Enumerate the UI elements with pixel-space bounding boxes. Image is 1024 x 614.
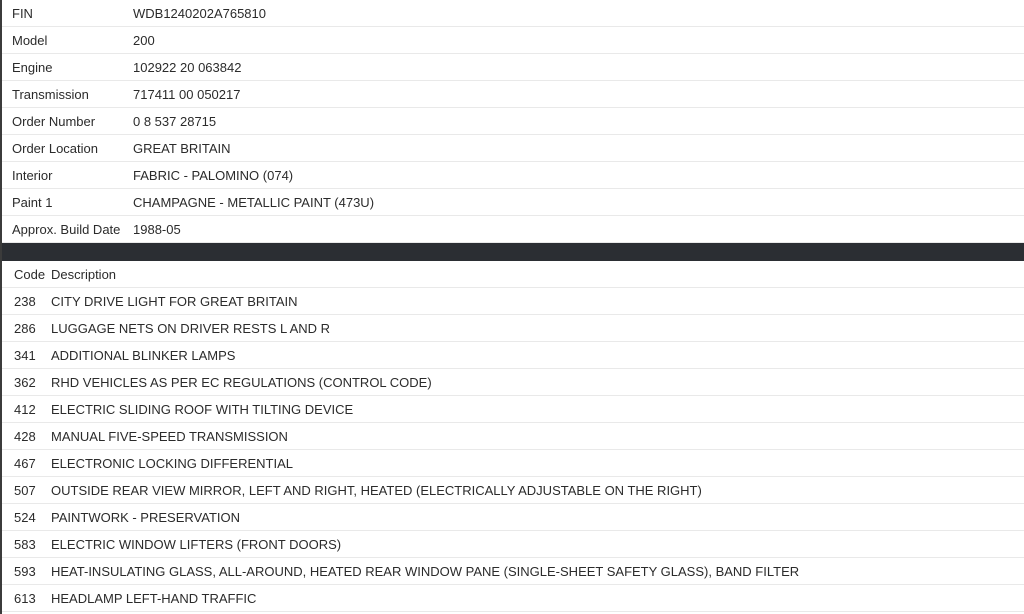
section-divider-bar (2, 243, 1024, 261)
table-row (2, 396, 1024, 423)
info-value-interior: FABRIC - PALOMINO (074) (133, 167, 294, 183)
info-value-order-number: 0 8 537 28715 (133, 113, 217, 129)
table-row (2, 369, 1024, 396)
table-row (2, 315, 1024, 342)
info-label-interior: Interior (12, 167, 53, 183)
option-code: 286 (14, 320, 36, 336)
table-row (2, 342, 1024, 369)
info-label-model: Model (12, 32, 48, 48)
table-row (2, 450, 1024, 477)
option-description: HEADLAMP LEFT-HAND TRAFFIC (51, 590, 257, 606)
table-row (2, 189, 1024, 216)
option-code: 583 (14, 536, 36, 552)
table-row (2, 162, 1024, 189)
option-description: ELECTRIC WINDOW LIFTERS (FRONT DOORS) (51, 536, 342, 552)
option-code: 412 (14, 401, 36, 417)
table-row (2, 288, 1024, 315)
table-row (2, 423, 1024, 450)
table-row (2, 216, 1024, 243)
table-row (2, 477, 1024, 504)
option-code: 593 (14, 563, 36, 579)
info-value-build-date: 1988-05 (133, 221, 181, 237)
option-description: LUGGAGE NETS ON DRIVER RESTS L AND R (51, 320, 331, 336)
option-description: PAINTWORK - PRESERVATION (51, 509, 241, 525)
table-row (2, 135, 1024, 162)
info-value-fin: WDB1240202A765810 (133, 5, 266, 21)
option-description: ELECTRONIC LOCKING DIFFERENTIAL (51, 455, 293, 471)
code-column-header: Code (14, 266, 46, 282)
options-table-header (2, 261, 1024, 288)
option-code: 238 (14, 293, 36, 309)
option-codes-table (2, 261, 1024, 612)
table-row (2, 108, 1024, 135)
info-value-order-location: GREAT BRITAIN (133, 140, 231, 156)
option-description: CITY DRIVE LIGHT FOR GREAT BRITAIN (51, 293, 298, 309)
option-code: 341 (14, 347, 36, 363)
table-row (2, 27, 1024, 54)
table-row (2, 558, 1024, 585)
table-row (2, 54, 1024, 81)
option-description: MANUAL FIVE-SPEED TRANSMISSION (51, 428, 288, 444)
description-column-header: Description (51, 266, 117, 282)
table-row (2, 504, 1024, 531)
option-code: 613 (14, 590, 36, 606)
option-description: HEAT-INSULATING GLASS, ALL-AROUND, HEATED REAR WINDOW PANE (SINGLE-SHEET SAFETY GLASS), BAND FILTER (51, 563, 800, 579)
table-row (2, 531, 1024, 558)
info-value-engine: 102922 20 063842 (133, 59, 242, 75)
option-description: OUTSIDE REAR VIEW MIRROR, LEFT AND RIGHT, HEATED (ELECTRICALLY ADJUSTABLE ON THE RIGHT) (51, 482, 702, 498)
option-code: 524 (14, 509, 36, 525)
info-label-engine: Engine (12, 59, 53, 75)
info-value-paint: CHAMPAGNE - METALLIC PAINT (473U) (133, 194, 375, 210)
option-code: 428 (14, 428, 36, 444)
option-description: ELECTRIC SLIDING ROOF WITH TILTING DEVICE (51, 401, 354, 417)
info-value-model: 200 (133, 32, 155, 48)
info-label-build-date: Approx. Build Date (12, 221, 121, 237)
info-label-order-location: Order Location (12, 140, 98, 156)
option-code: 507 (14, 482, 36, 498)
vehicle-info-table (2, 0, 1024, 243)
info-label-order-number: Order Number (12, 113, 96, 129)
option-description: ADDITIONAL BLINKER LAMPS (51, 347, 236, 363)
info-value-transmission: 717411 00 050217 (133, 86, 241, 102)
option-code: 467 (14, 455, 36, 471)
info-label-paint: Paint 1 (12, 194, 53, 210)
option-description: RHD VEHICLES AS PER EC REGULATIONS (CONTROL CODE) (51, 374, 432, 390)
info-label-transmission: Transmission (12, 86, 89, 102)
option-code: 362 (14, 374, 36, 390)
table-row (2, 81, 1024, 108)
table-row (2, 585, 1024, 612)
table-row (2, 0, 1024, 27)
info-label-fin: FIN (12, 5, 33, 21)
